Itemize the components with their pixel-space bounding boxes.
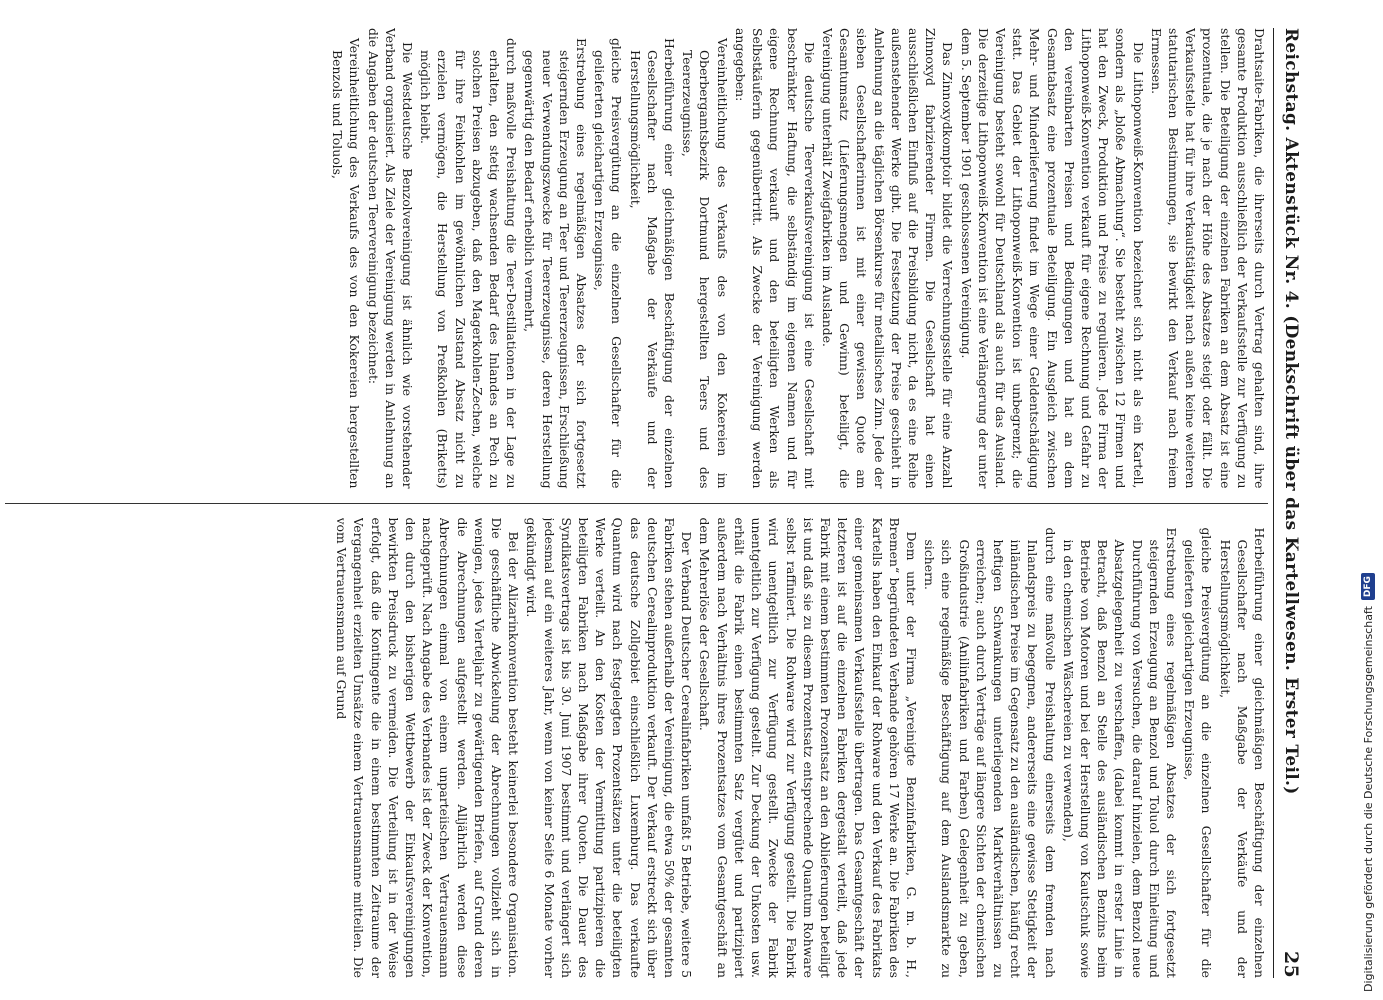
column-divider — [5, 503, 1268, 504]
paragraph: Herbeiführung einer gleichmäßigen Beschäftigung der einzelnen Gesellschafter nach Maßgabe der Verkäufe und der Herstellungsmöglichkeit, — [1217, 527, 1267, 978]
paragraph: durch maßvolle Preishaltung die Teer-Destillationen in der Lage zu erhalten, den stetig wachsenden Bedarf des Inlandes an Pech zu solchen Preisen abzugeben, daß den Magerkohlen-Zechen, welche für ihre Feinkohlen im gewöhnlichen Zustand Absatz nicht zu erzielen vermögen, die Herstellung von Preßkohlen (Briketts) möglich bleibt. — [418, 38, 520, 489]
digitization-note — [1355, 0, 1381, 1000]
paragraph: Die Westdeutsche Benzolvereinigung ist ähnlich wie vorstehender Verband organisiert. Als Ziele der Vereinigung werden in Anlehnung an die Angaben der deutschen Teervereinigung bezeichnet: — [365, 28, 416, 489]
paragraph: Das Zinnoxydkomptoir bildet die Verrechnungsstelle für eine Anzahl Zinnoxyd fabrizierender Firmen. Die Gesellschaft hat einen ausschließlichen Einfluß auf die Preisbildung nicht, da es eine Reihe außenstehender Werke gibt. Die Festsetzung der Preise geschieht in Anlehnung an die täglichen Börsenkurse für metallisches Zinn. Jede der sieben Gesellschafterinnen ist mit einer gewissen Quote am Gesamtumsatz (Lieferungsmengen und Gewinn) beteiligt, die Vereinigung unterhält Zweigfabriken im Auslande. — [819, 28, 956, 489]
paragraph: Vereinheitlichung des Verkaufs des von den Kokereien hergestellten Benzols und Toluols, — [330, 38, 363, 489]
paragraph: durch eine maßvolle Preishaltung einerseits dem fremden nach Inlandspreis zu begegnen, andererseits eine gewisse Stetigkeit der inländischen Preise im Gegensatz zu den ausländischen, häufig recht heftigen Schwankungen unterliegenden Marktverhältnissen zu erreichen; auch durch Verträge auf längere Sichten der chemischen Großindustrie (Anilinfabriken und Farben) Gelegenheit zu geben, sich eine regelmäßige Beschäftigung auf dem Auslandsmarkte zu sichern. — [922, 527, 1058, 978]
dfg-logo: DFG — [1361, 573, 1375, 600]
right-column — [5, 518, 1268, 979]
paragraph: Der Verband Deutscher Cerealinfabriken umfaßt 5 Betriebe, weitere 5 Fabriken stehen außerhalb der Vereinigung, die etwa 50% der gesamten deutschen Cerealinproduktion verkauft. Der Verkauf erstreckt sich über das deutsche Zollgebiet einschließlich Luxemburg. Das verkaufte Quantum wird nach festgelegten Prozentsätzen unter die beteiligten Werke verteilt. An den Kosten der Vermittlung partizipieren die beteiligten Fabriken nach Maßgabe ihrer Quoten. Die Dauer des Syndikatsvertrags ist bis 30. Juni 1907 bestimmt und verlängert sich jedesmal auf ein weiteres Jahr, wenn von keiner Seite 6 Monate vorher gekündigt wird. — [524, 517, 695, 978]
paragraph: Drahtsaite-Fabriken, die ihrerseits durch Vertrag gehalten sind, ihre gesamte Produktion ausschließlich der Verkaufsstelle zur Verfügung zu stellen. Die Beteiligung der einzelnen Fabriken an dem Absatz ist eine prozentuale, die je nach der Höhe des Absatzes steigt oder fällt. Die Verkaufsstelle hat für ihre Verkaufstätigkeit nach außen keine weiteren statutarischen Bestimmungen, sie bewirkt den Verkauf nach freiem Ermessen. — [1148, 28, 1267, 489]
page-header — [1273, 28, 1308, 978]
paragraph: Die Lithoponweiß-Konvention bezeichnet sich nicht als ein Kartell, sondern als „bloße Abmachung“. Sie besteht zwischen 12 Firmen und hat den Zweck, Produktion und Preise zu regulieren. Jede Firma der Lithoponweiß-Konvention verkauft für eigene Rechnung und Gefahr zu den vereinbarten Preisen und Bedingungen und hat an dem Gesamtabsatz eine prozentuale Beteiligung. Ein Ausgleich zwischen Mehr- und Minderlieferung findet im Wege einer Geldentschädigung statt. Das Gebiet der Lithoponweiß-Konvention ist unbegrenzt; die Vereinigung besteht sowohl für Deutschland als auch für das Ausland. Die derzeitige Lithoponweiß-Konvention ist eine Verlängerung der unter dem 5. September 1901 geschlossenen Vereinigung. — [958, 28, 1146, 489]
paragraph: Vereinheitlichung des Verkaufs des von den Kokereien im Oberbergamtsbezirk Dortmund hergestellten Teers und des Teererzeugnisse, — [680, 38, 730, 489]
paragraph: Die deutsche Teerverkaufsvereinigung ist eine Gesellschaft mit beschränkter Haftung, die selbständig im eigenen Namen und für eigene Rechnung verkauft und den beteiligten Werken als Selbstkäuferin gegenübertritt. Als Zwecke der Vereinigung werden angegeben: — [732, 28, 817, 489]
paragraph: Herbeiführung einer gleichmäßigen Beschäftigung der einzelnen Gesellschafter nach Maßgabe der Verkäufe und der Herstellungsmöglichkeit, — [627, 38, 678, 489]
paragraph: gleiche Preisvergütung an die einzelnen Gesellschafter für die gelieferten gleichartigen Erzeugnisse, — [592, 38, 625, 489]
paragraph: Erstrebung eines regelmäßigen Absatzes der sich fortgesetzt steigernden Erzeugung an Benzol und Toluol durch Einleitung und Durchführung von Versuchen, die darauf hinzielen, dem Benzol neue Absatzgelegenheit zu verschaffen, (dabei kommt in erster Linie in Betracht, daß Benzol an Stelle des ausländischen Benzins beim Betriebe von Motoren und bei der Herstellung von Kautschuk sowie in den chemischen Wäschereien zu verwenden), — [1060, 527, 1179, 978]
digitization-note-text: Digitalisierung gefördert durch die Deutsche Forschungsgemeinschaft — [1361, 606, 1375, 992]
paragraph: gleiche Preisvergütung an die einzelnen Gesellschafter für die gelieferten gleichartigen Erzeugnisse, — [1182, 527, 1215, 978]
text-columns — [5, 28, 1268, 978]
paragraph: Erstrebung eines regelmäßigen Absatzes der sich fortgesetzt steigernden Erzeugung an Teer und Teererzeugnissen, Erschließung neuer Verwendungszwecke für Teererzeugnisse, deren Herstellung gegenwärtig den Bedarf erheblich vermehrt, — [522, 38, 590, 489]
paragraph: Dem unter der Firma „Vereinigte Benzinfabriken, G. m. b. H., Bremen“ begründeten Verbande gehören 17 Werke an. Die Fabriken des Kartells haben den Einkauf der Rohware und den Verkauf des Fabrikats einer gemeinsamen Verkaufsstelle übertragen. Das Gesamtgeschäft der letzteren ist auf die einzelnen Fabriken dergestalt verteilt, daß jede Fabrik mit einem bestimmten Prozentsatz an den Ablieferungen beteiligt ist und daß sie zu diesem Prozentsatz entsprechende Quantum Rohware selbst raffiniert. Die Rohware wird zur Verfügung gestellt. Die Fabrik wird unentgeltlich zur Verfügung gestellt. Zwecke der Fabrik unentgeltlich zur Verfügung gestellt. Zur Deckung der Unkosten usw. erhält die Fabrik einen bestimmten Satz vergütet und partizipiert außerdem nach Verhältnis ihres Prozentsatzes vom Gesamtgeschäft an dem Mehrerlöse der Gesellschaft. — [697, 517, 919, 978]
page-number: 25 — [1280, 950, 1302, 978]
paragraph: Bei der Alizarinkonvention besteht keinerlei besondere Organisation. Die geschäftliche Abwickelung der Abrechnungen vollzieht sich in wenigen, jedes Vierteljahr zu gewärtigenden Briefen, auf Grund deren die Abrechnungen aufgestellt werden. Alljährlich werden diese Abrechnungen einmal von einem unparteiischen Vertrauensmann nachgeprüft. Nach Angabe des Verbandes ist der Zweck der Konvention, den durch den bisherigen Wettbewerb der Einkaufsvereinigungen bewirkten Preisdruck zu vermeiden. Die Verteilung ist in der Weise erfolgt, daß die Kontingente die in einem bestimmten Zeitraume der Vergangenheit erzielten Umsätze einem Vertrauensmanne mitteilen. Die vom Vertrauensmann auf Grund — [334, 517, 522, 978]
page-title: Reichstag. Aktenstück Nr. 4. (Denkschrift über das Kartellwesen. Erster Teil.) — [1281, 28, 1301, 795]
left-column — [5, 28, 1268, 489]
